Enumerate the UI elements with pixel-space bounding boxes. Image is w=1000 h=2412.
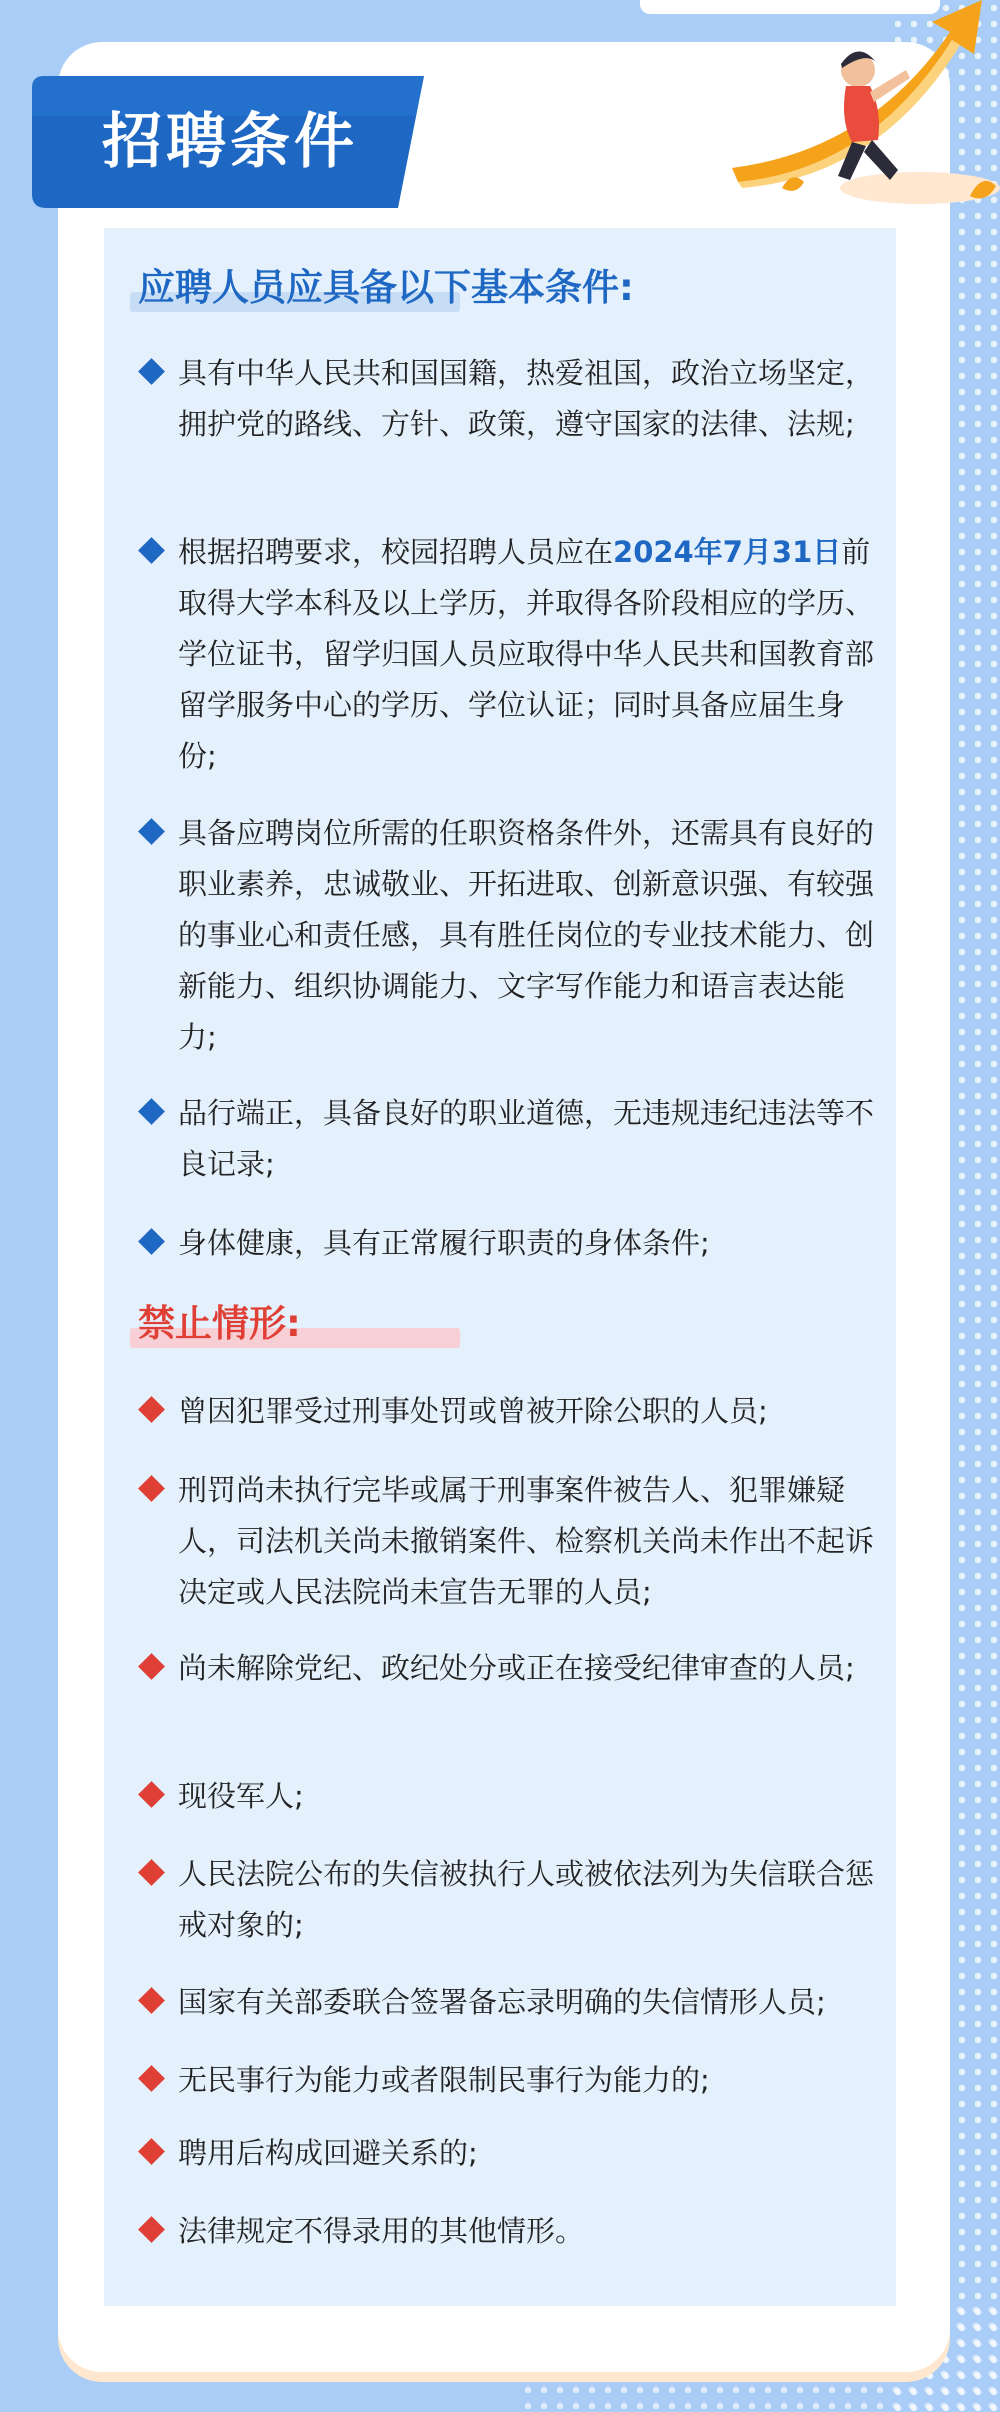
prohibited-text: 人民法院公布的失信被执行人或被依法列为失信联合惩戒对象的; [178,1857,875,1942]
basic-conditions-heading [138,262,634,314]
prohibited-text: 国家有关部委联合签署备忘录明确的失信情形人员; [178,1985,826,2019]
basic-condition-item [178,1088,883,1190]
basic-condition-item [178,348,883,450]
prohibited-text: 法律规定不得录用的其他情形。 [178,2214,585,2248]
prohibited-item [178,2128,883,2179]
basic-condition-text: 具备应聘岗位所需的任职资格条件外，还需具有良好的职业素养，忠诚敬业、开拓进取、创新意识强、有较强的事业心和责任感，具有胜任岗位的专业技术能力、创新能力、组织协调能力、文字写作能力和语言表达能力; [178,816,875,1054]
basic-condition-item [178,1218,883,1269]
prohibited-text: 尚未解除党纪、政纪处分或正在接受纪律审查的人员; [178,1651,855,1685]
prohibited-item [178,1386,883,1437]
prohibited-item [178,1465,883,1618]
prohibited-item [178,1771,883,1822]
prohibited-text: 聘用后构成回避关系的; [178,2136,478,2170]
header-banner [32,76,424,208]
basic-condition-text: 根据招聘要求，校园招聘人员应在 [178,535,614,569]
prohibited-heading [138,1298,301,1350]
prohibited-text: 曾因犯罪受过刑事处罚或曾被开除公职的人员; [178,1394,768,1428]
basic-condition-item [178,808,883,1063]
prohibited-text: 现役军人; [178,1779,304,1813]
basic-conditions-heading-text: 应聘人员应具备以下基本条件: [138,266,634,309]
prohibited-item [178,1849,883,1951]
prohibited-text: 刑罚尚未执行完毕或属于刑事案件被告人、犯罪嫌疑人，司法机关尚未撤销案件、检察机关尚未作出不起诉决定或人民法院尚未宣告无罪的人员; [178,1473,875,1609]
deadline-date: 2024年7月31日 [613,535,842,569]
prohibited-item [178,1643,883,1694]
basic-condition-text: 身体健康，具有正常履行职责的身体条件; [178,1226,710,1260]
prohibited-heading-text: 禁止情形: [138,1302,301,1345]
prohibited-item [178,1977,883,2028]
basic-condition-text: 品行端正，具备良好的职业道德，无违规违纪违法等不良记录; [178,1096,875,1181]
basic-condition-item [178,527,883,782]
page-title: 招聘条件 [102,107,358,177]
basic-condition-text: 前取得大学本科及以上学历，并取得各阶段相应的学历、学位证书，留学归国人员应取得中华人民共和国教育部留学服务中心的学历、学位认证；同时具备应届生身份; [178,535,875,773]
basic-condition-text: 具有中华人民共和国国籍，热爱祖国，政治立场坚定，拥护党的路线、方针、政策，遵守国家的法律、法规; [178,356,875,441]
prohibited-text: 无民事行为能力或者限制民事行为能力的; [178,2063,710,2097]
prohibited-item [178,2206,883,2257]
growth-arrow-person-icon [720,0,1000,220]
prohibited-item [178,2055,883,2106]
